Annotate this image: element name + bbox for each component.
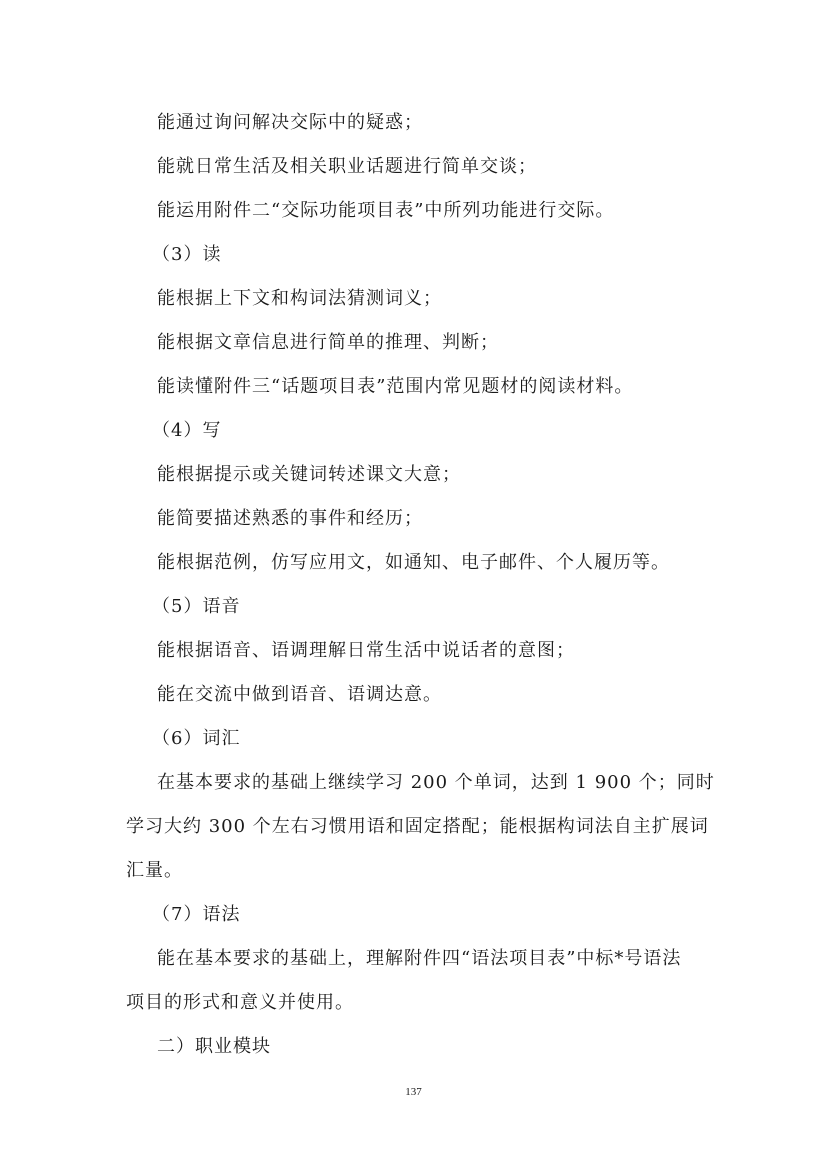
section-heading: （7）语法 [152, 904, 241, 925]
page-number: 137 [405, 1086, 422, 1098]
paragraph-line: 能在基本要求的基础上，理解附件四“语法项目表”中标*号语法 [157, 948, 682, 969]
paragraph-line: 能就日常生活及相关职业话题进行简单交谈； [157, 156, 537, 177]
section-heading: （3）读 [152, 244, 222, 265]
paragraph-line: 能根据范例，仿写应用文，如通知、电子邮件、个人履历等。 [157, 552, 670, 573]
paragraph-line: 能在交流中做到语音、语调达意。 [157, 684, 442, 705]
section-heading: （6）词汇 [152, 728, 241, 749]
paragraph-line: 在基本要求的基础上继续学习 200 个单词，达到 1 900 个；同时 [157, 772, 715, 793]
paragraph-line: 能根据文章信息进行简单的推理、判断； [157, 332, 499, 353]
paragraph-line: 能简要描述熟悉的事件和经历； [157, 508, 423, 529]
paragraph-line: 项目的形式和意义并使用。 [126, 992, 354, 1013]
paragraph-line: 能运用附件二“交际功能项目表”中所列功能进行交际。 [157, 200, 615, 221]
paragraph-line: 能读懂附件三“话题项目表”范围内常见题材的阅读材料。 [157, 376, 634, 397]
section-heading: （4）写 [152, 420, 222, 441]
paragraph-line: 汇量。 [126, 860, 183, 881]
paragraph-line: 能根据语音、语调理解日常生活中说话者的意图； [157, 640, 575, 661]
section-heading: （5）语音 [152, 596, 241, 617]
paragraph-line: 能根据提示或关键词转述课文大意； [157, 464, 461, 485]
paragraph-line: 学习大约 300 个左右习惯用语和固定搭配；能根据构词法自主扩展词 [126, 816, 709, 837]
paragraph-line: 能通过询问解决交际中的疑惑； [157, 112, 423, 133]
section-heading: 二）职业模块 [157, 1036, 271, 1057]
paragraph-line: 能根据上下文和构词法猜测词义； [157, 288, 442, 309]
